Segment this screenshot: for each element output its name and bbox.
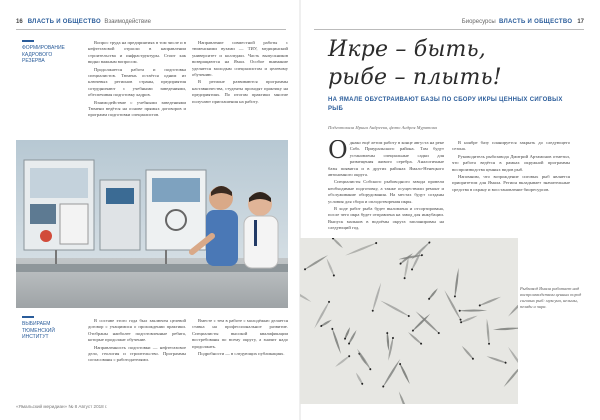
left-footer: «Ямальский меридиан» № 8 Август 2018 г.	[16, 404, 108, 409]
paragraph: Однако ещё летом работу в конце августа на реке Собь Приуральского района. Там будут установлены специальные садки для размещения живого серебра. Аналогичные базы появятся и в других районах Ямало-Ненецкого автономного округа.	[328, 140, 444, 178]
drop-cap: О	[328, 140, 348, 164]
left-column-b	[192, 40, 288, 136]
paragraph: Руководитель рыбозавода Дмитрий Артамонов отметил, что работа ведётся в рамках окружной программы воспроизводства ценных видов рыб.	[452, 153, 570, 172]
left-column-c	[88, 318, 186, 390]
left-page-header	[16, 16, 286, 28]
left-column-a	[88, 40, 186, 136]
sidebar-heading-2	[22, 316, 78, 341]
paragraph: Вопрос труда на предприятиях в том числе и в нефтегазовой отрасли в направлении строительства и инфраструктуры. Стоит как видно важным вопросом.	[88, 40, 186, 65]
right-section-title: ВЛАСТЬ И ОБЩЕСТВО	[499, 19, 573, 25]
lab-photo	[16, 140, 288, 308]
left-header-rule	[16, 29, 286, 30]
photo-caption: Рыбзавод Ямала работает над воспроизводством ценных пород сиговых рыб: муксуна, нельмы, пеляди и чира.	[520, 286, 582, 309]
sidebar-heading-1	[22, 40, 74, 65]
paragraph: В составе этого года был заключен целевой договор с учащимися о прохождении практики. Отобраны наиболее подготовленные ребята, которые продолжат обучение.	[88, 318, 186, 343]
article-title	[328, 36, 578, 92]
accent-marker-2	[22, 316, 34, 318]
article-byline: Подготовила Ирина Андреева, фото Андрея Муратова	[328, 125, 437, 130]
article-title-line-1: Икре – быть,	[328, 37, 486, 62]
paragraph: Вместе с тем в работе с молодёжью делается ставка на профессиональное развитие. Специалисты высокой квалификации востребованы по всему округу, а значит надо продолжать.	[192, 318, 288, 349]
fish-photo-illustration	[300, 238, 518, 404]
right-header-rule	[314, 29, 584, 30]
paragraph: В регионе развиваются программы наставничества, студенты проходят практику на предприятиях. По итогам практики многие получают приглашения на работу.	[192, 79, 288, 104]
right-page-header	[314, 16, 584, 28]
paragraph: Подробности — в следующих публикациях.	[198, 351, 285, 357]
left-column-d	[192, 318, 288, 390]
fish-photo	[300, 238, 518, 404]
paragraph: Напомним, что возрождение сиговых рыб является приоритетом для Ямала. Регион вкладывает значительные средства в охрану и восстановление биоресурсов.	[452, 174, 570, 192]
paragraph: В ходе работ рыба будет выловлена и отсортирована, после чего икра будет отправлена на завод для инкубации. Выпуск мальков в водоёмы округа запланирован на следующий год.	[328, 206, 444, 231]
left-rubric: Взаимодействие	[104, 19, 151, 25]
right-column-f	[452, 140, 570, 236]
left-section-title: ВЛАСТЬ И ОБЩЕСТВО	[27, 19, 101, 25]
right-rubric: Биоресурсы	[461, 19, 496, 25]
sidebar-heading-2-text: ВЫБИРАЕМ ТЮМЕНСКИЙ ИНСТИТУТ	[22, 321, 55, 340]
paragraph: В ноябре базу планируется закрыть до следующего сезона.	[452, 140, 570, 152]
paragraph: Направленность подготовки — нефтегазовое дело, геология и строительство. Программы согласованы с работодателями.	[88, 344, 186, 363]
paragraph: Специалисты Собского рыбоводного завода провели необходимые подготовку, а также осуществили ремонт и обслуживание оборудования. На местах будут созданы условия для сбора и оплодотворения икры.	[328, 179, 444, 204]
paragraph: Продолжается работа и подготовка специалистов. Тюмень остаётся одним из ключевых регионов страны, предприятия сотрудничают с учебными заведениями, обеспечивая подготовку кадров.	[88, 66, 186, 98]
accent-marker	[22, 40, 34, 42]
article-subtitle: НА ЯМАЛЕ ОБУСТРАИВАЮТ БАЗЫ ПО СБОРУ ИКРЫ ЦЕННЫХ СИГОВЫХ РЫБ	[328, 97, 563, 112]
paragraph: Взаимодействие с учебными заведениями Тюмени ведётся на основе прямых договоров и программ подготовки специалистов.	[88, 99, 186, 118]
right-page-number: 17	[577, 19, 584, 25]
paragraph: Направление совместной работы с тюменскими вузами — ТИУ, медицинский университет и колледжи. Часть выпускников возвращаются на Ямал. Особое внимание уделяется молодым специалистам и целевому обучению.	[192, 40, 288, 78]
lab-photo-illustration	[16, 140, 288, 308]
left-page-number: 16	[16, 19, 23, 25]
sidebar-heading-1-text: ФОРМИРОВАНИЕ КАДРОВОГО РЕЗЕРВА	[22, 45, 65, 64]
article-title-line-2: рыбе – плыть!	[328, 65, 502, 90]
